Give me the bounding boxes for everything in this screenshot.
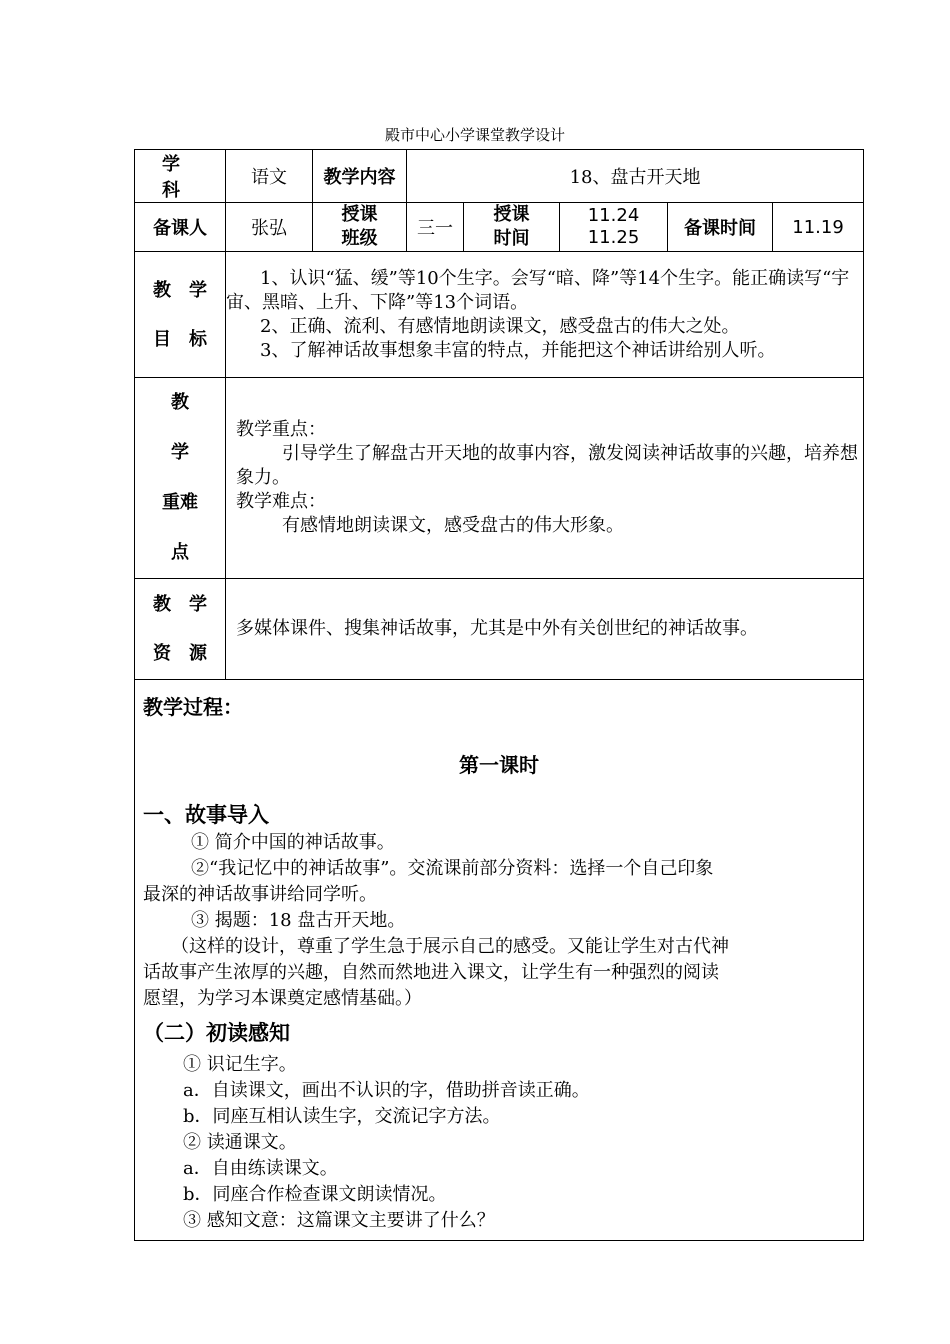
subject-value: 语文 (226, 150, 313, 203)
subject-label: 学 科 (135, 150, 226, 203)
s1-note-b: 话故事产生浓厚的兴趣，自然而然地进入课文，让学生有一种强烈的阅读 (143, 962, 719, 983)
row-goals (135, 252, 864, 378)
content-label: 教学内容 (313, 150, 407, 203)
s2-item-1: ① 识记生字。 (183, 1054, 297, 1075)
focus-label-char-2: 学 (171, 442, 189, 463)
row-subject (135, 150, 864, 203)
resources-content: 多媒体课件、搜集神话故事，尤其是中外有关创世纪的神话故事。 (226, 579, 864, 680)
key-point-text: 引导学生了解盘古开天地的故事内容，激发阅读神话故事的兴趣，培养想象力。 (236, 443, 858, 488)
time-value-line2: 11.25 (587, 227, 640, 248)
goals-label-line2: 目 标 (153, 328, 207, 350)
prep-time-value: 11.19 (773, 203, 864, 252)
goals-label (135, 252, 226, 378)
class-label-line1: 授课 (341, 204, 378, 225)
focus-content (226, 378, 864, 579)
class-label (313, 203, 407, 252)
document-title: 殿市中心小学课堂教学设计 (384, 126, 565, 144)
key-point-label: 教学重点： (236, 419, 326, 440)
class-value: 三一 (407, 203, 464, 252)
preparer-label: 备课人 (135, 203, 226, 252)
row-focus (135, 378, 864, 579)
row-preparer (135, 203, 864, 252)
row-process (135, 680, 864, 1241)
time-label (464, 203, 560, 252)
focus-label-char-1: 教 (171, 392, 189, 413)
s2-item-2b: b．同座合作检查课文朗读情况。 (183, 1184, 447, 1205)
s2-item-2: ② 读通课文。 (183, 1132, 297, 1153)
s1-item-3: ③ 揭题：18 盘古开天地。 (191, 910, 406, 931)
focus-label-char-3: 重难 (162, 492, 198, 513)
goal-3: 3、了解神话故事想象丰富的特点，并能把这个神话讲给别人听。 (260, 339, 776, 361)
s1-note-a: （这样的设计，尊重了学生急于展示自己的感受。又能让学生对古代神 (171, 936, 729, 957)
prep-time-label: 备课时间 (668, 203, 773, 252)
goals-label-line1: 教 学 (153, 279, 207, 301)
focus-label-char-4: 点 (171, 542, 189, 563)
s1-item-2b: 最深的神话故事讲给同学听。 (143, 884, 377, 905)
resources-label-line1: 教 学 (153, 594, 207, 615)
difficult-point-text: 有感情地朗读课文，感受盘古的伟大形象。 (282, 515, 624, 536)
s1-note-c: 愿望，为学习本课奠定感情基础。） (143, 988, 422, 1009)
lesson-plan-table (134, 149, 864, 1241)
section-1-title: 一、故事导入 (143, 802, 269, 827)
row-resources (135, 579, 864, 680)
s2-item-1b: b．同座互相认读生字，交流记字方法。 (183, 1106, 501, 1127)
goal-2: 2、正确、流利、有感情地朗读课文，感受盘古的伟大之处。 (260, 315, 740, 337)
difficult-point-label: 教学难点： (236, 491, 326, 512)
time-value (560, 203, 668, 252)
s2-item-3: ③ 感知文意：这篇课文主要讲了什么？ (183, 1210, 495, 1231)
goal-1: 1、认识“猛、缓”等10个生字。会写“暗、降”等14个生字。能正确读写“宇宙、黑暗、上升、下降”等13个词语。 (226, 267, 850, 313)
s1-item-2a: ②“我记忆中的神话故事”。交流课前部分资料：选择一个自己印象 (191, 858, 714, 879)
focus-label (135, 378, 226, 579)
goals-content (226, 252, 864, 378)
content-value: 18、盘古开天地 (407, 150, 864, 203)
time-label-line1: 授课 (493, 204, 530, 225)
lesson-title: 第一课时 (459, 753, 540, 777)
s1-item-1: ① 简介中国的神话故事。 (191, 832, 395, 853)
process-content (135, 680, 864, 1241)
preparer-value: 张弘 (226, 203, 313, 252)
class-label-line2: 班级 (341, 228, 378, 249)
s2-item-2a: a．自由练读课文。 (183, 1158, 338, 1179)
time-label-line2: 时间 (493, 228, 530, 249)
time-value-line1: 11.24 (587, 205, 640, 226)
resources-label (135, 579, 226, 680)
s2-item-1a: a．自读课文，画出不认识的字，借助拼音读正确。 (183, 1080, 590, 1101)
resources-label-line2: 资 源 (153, 643, 207, 664)
section-2-title: （二）初读感知 (143, 1020, 290, 1045)
process-heading: 教学过程： (143, 695, 243, 719)
